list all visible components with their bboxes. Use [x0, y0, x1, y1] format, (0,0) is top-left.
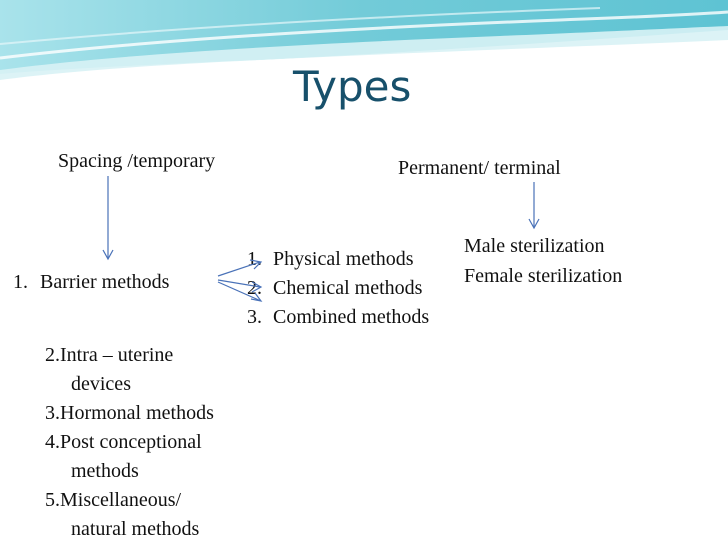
list-number: 3. [247, 306, 262, 328]
slide-title: Types [293, 62, 412, 111]
other-method-4-line2: natural methods [71, 518, 200, 540]
list-number: 1. [247, 248, 262, 270]
other-method-2-line1: 3.Hormonal methods [45, 402, 214, 424]
other-method-3-line2: methods [71, 460, 139, 482]
female-sterilization-item: Female sterilization [464, 265, 623, 287]
other-method-1-line1: 2.Intra – uterine [45, 344, 174, 366]
barrier-methods-item [13, 270, 169, 294]
other-method-3-line1: 4.Post conceptional [45, 431, 202, 453]
barrier-subtype-combined [247, 305, 429, 329]
list-label: Chemical methods [273, 277, 423, 299]
list-number: 2. [247, 277, 262, 299]
spacing-temporary-heading: Spacing /temporary [58, 150, 216, 172]
barrier-label: Barrier methods [40, 271, 170, 293]
barrier-number: 1. [13, 271, 28, 293]
other-method-1-line2: devices [71, 373, 131, 395]
permanent-terminal-heading: Permanent/ terminal [398, 157, 561, 179]
barrier-subtype-physical [247, 247, 414, 271]
list-label: Combined methods [273, 306, 430, 328]
arrow-permanent-to-sterilization [529, 182, 539, 228]
other-method-4-line1: 5.Miscellaneous/ [45, 489, 182, 511]
male-sterilization-item: Male sterilization [464, 235, 605, 257]
arrow-spacing-to-barrier [103, 176, 113, 259]
list-label: Physical methods [273, 248, 414, 270]
barrier-subtype-chemical [247, 276, 422, 300]
